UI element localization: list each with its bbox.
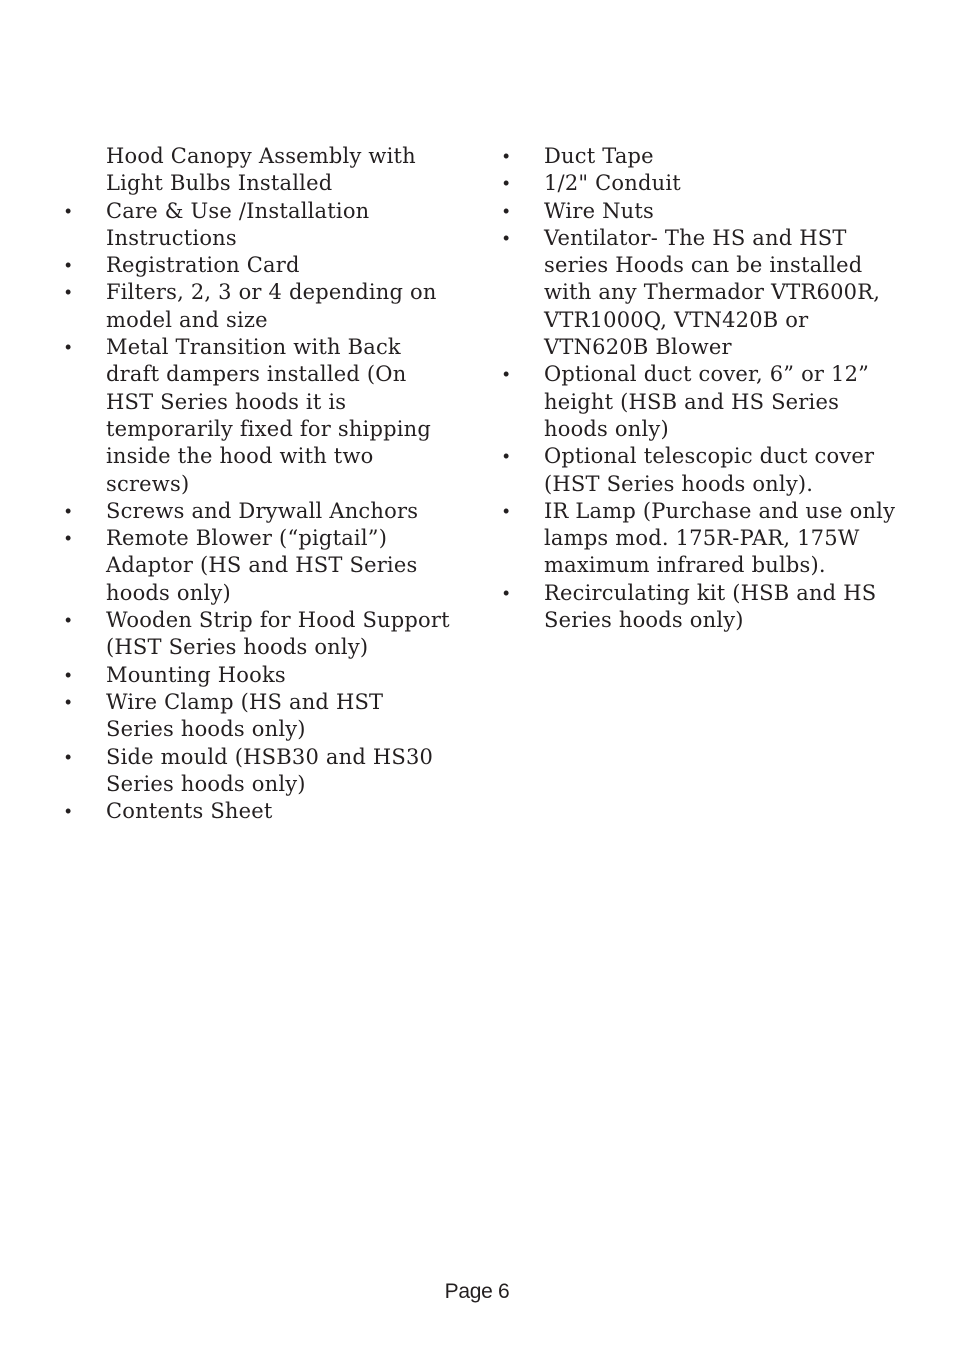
list-item: • Wooden Strip for Hood Support (HST Series hoods only) xyxy=(65,608,450,660)
list-item: • Side mould (HSB30 and HS30 Series hoods only) xyxy=(65,744,434,796)
bullet-icon: • xyxy=(503,227,510,248)
bullet-icon: • xyxy=(503,200,510,221)
bullet-icon: • xyxy=(65,255,72,276)
list-item: • Mounting Hooks xyxy=(62,662,454,689)
bullet-icon: • xyxy=(65,746,72,767)
list-item: • Care & Use /Installation Instructions xyxy=(65,198,370,250)
list-item: • Optional duct cover, 6” or 12” height (HSB and HS Series hoods only) xyxy=(503,362,870,441)
list-item-continuation: Hood Canopy Assembly with Light Bulbs Installed xyxy=(106,144,416,196)
bullet-icon: • xyxy=(65,801,72,822)
bullet-icon: • xyxy=(65,691,72,712)
left-contents-list xyxy=(62,143,454,825)
list-item: • Wire Clamp (HS and HST Series hoods only) xyxy=(65,689,384,742)
list-item: • Remote Blower (“pigtail”) Adaptor (HS and HST Series hoods only) xyxy=(65,526,418,605)
list-item: • Filters, 2, 3 or 4 depending on model and size xyxy=(65,280,437,332)
bullet-icon: • xyxy=(65,610,72,631)
list-item: • Optional telescopic duct cover (HST Series hoods only). xyxy=(503,444,875,496)
bullet-icon: • xyxy=(503,582,510,603)
list-item: • Registration Card xyxy=(62,252,454,279)
list-item: • Contents Sheet xyxy=(62,798,454,825)
bullet-icon: • xyxy=(65,282,72,303)
bullet-icon: • xyxy=(503,500,510,521)
bullet-icon: • xyxy=(65,337,72,358)
list-item: • Screws and Drywall Anchors xyxy=(62,498,454,525)
list-item: • IR Lamp (Purchase and use only lamps mod. 175R-PAR, 175W maximum infrared bulbs). xyxy=(503,498,896,578)
list-item: • Ventilator- The HS and HST series Hoods can be installed with any Thermador VTR600R, VTR1000Q, VTN420B or VTN620B Blower xyxy=(503,225,881,360)
bullet-icon: • xyxy=(503,364,510,385)
list-item: • Wire Nuts xyxy=(500,198,900,225)
list-item: • Metal Transition with Back draft dampers installed (On HST Series hoods it is temporarily fixed for shipping inside the hood with two screws) xyxy=(65,335,432,496)
bullet-icon: • xyxy=(503,146,510,166)
bullet-icon: • xyxy=(65,500,72,521)
bullet-icon: • xyxy=(503,173,510,194)
bullet-icon: • xyxy=(65,200,72,221)
list-item: • Recirculating kit (HSB and HS Series hoods only) xyxy=(503,580,877,633)
page-number: Page 6 xyxy=(444,1280,510,1303)
bullet-icon: • xyxy=(65,528,72,549)
bullet-icon: • xyxy=(503,446,510,467)
bullet-icon: • xyxy=(65,664,72,685)
list-item: • Duct Tape xyxy=(500,143,900,170)
list-item: • 1/2" Conduit xyxy=(500,170,900,197)
right-contents-list xyxy=(500,143,900,634)
